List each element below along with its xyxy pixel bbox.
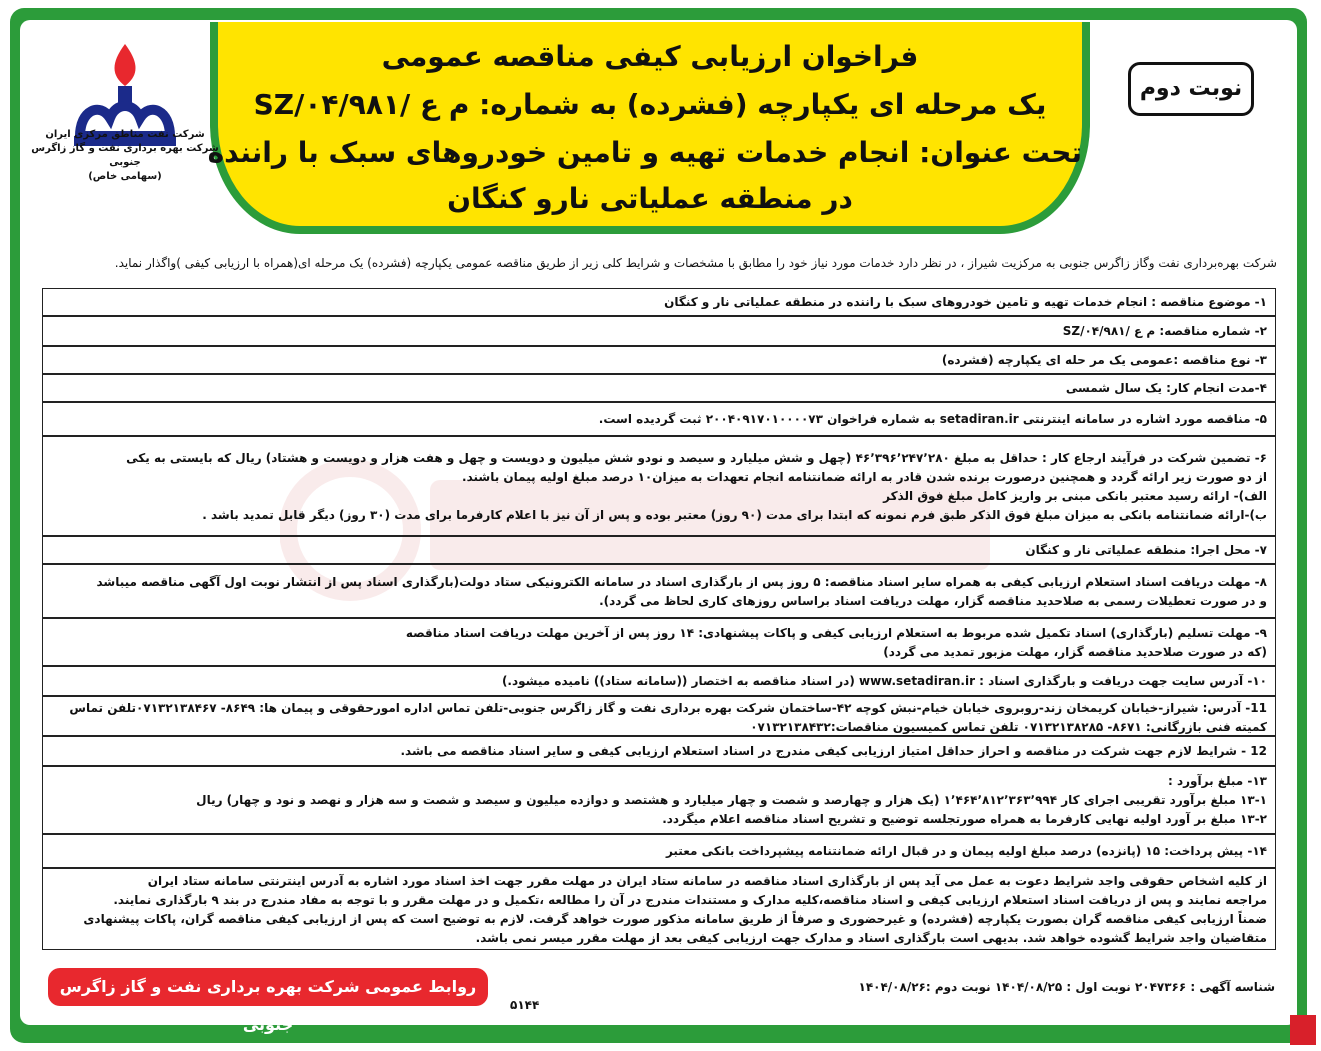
tender-row-line: ۴-مدت انجام کار: یک سال شمسی bbox=[1065, 381, 1267, 395]
tender-row-8 bbox=[42, 564, 1276, 618]
tender-row-line: ب)-ارائه ضمانتنامه بانکی به میزان مبلغ فوق الذکر طبق فرم نمونه که ابتدا برای مدت (۹۰ روز) معتبر بوده و پس از آن نیز با اعلام کارفرما برای مدت (۳۰ روز) دیگر قابل تمدید باشد . bbox=[202, 508, 1267, 522]
tender-row-line: ۸- مهلت دریافت اسناد استعلام ارزیابی کیفی به همراه سایر اسناد مناقصه: ۵ روز پس از بارگذاری اسناد در سامانه الکترونیکی ستاد دولت(بارگذاری اسناد پس از انتشار نوبت اول آگهی مناقصه میباشد bbox=[96, 575, 1267, 589]
intro-text: شرکت بهره‌برداری نفت وگاز زاگرس جنوبی به مرکزیت شیراز ، در نظر دارد خدمات مورد نیاز خود را مطابق با مشخصات و شرایط کلی زیر از طریق مناقصه عمومی یکپارچه (فشرده) یک مرحله ای(همراه با ارزیابی کیفی )واگذار نماید. bbox=[114, 256, 1277, 270]
title-banner bbox=[207, 22, 1090, 234]
tender-row-line: الف)- ارائه رسید معتبر بانکی مبنی بر واریز کامل مبلغ فوق الذکر bbox=[883, 489, 1267, 503]
tender-row-line: ۱- موضوع مناقصه : انجام خدمات تهیه و تامین خودروهای سبک با راننده در منطقه عملیاتی نار و کنگان bbox=[664, 295, 1267, 309]
tender-row-line: ۱۴- پیش پرداخت: ۱۵ (پانزده) درصد مبلغ اولیه پیمان و در قبال ارائه ضمانتنامه پیشپرداخت بانکی معتبر bbox=[665, 844, 1267, 858]
tender-row-line: متقاضیان واجد شرایط گشوده خواهد شد. بدیهی است بارگذاری اسناد و مدارک جهت ارزیابی کیفی بعد از مهلت مقرر میسر نمی باشد. bbox=[475, 931, 1267, 945]
tender-row-15 bbox=[42, 868, 1276, 950]
tender-row-line: ضمناً ارزیابی کیفی مناقصه گران بصورت یکپارچه (فشرده) و غیرحضوری و صرفاً از طریق سامانه مذکور صورت خواهد گرفت. لازم به توضیح است که پس از ارزیابی کیفی مناقصه گران، پاکات پیشنهادی bbox=[83, 912, 1267, 926]
tender-row-line: از کلیه اشخاص حقوقی واجد شرایط دعوت به عمل می آید پس از بارگذاری اسناد مناقصه در سامانه ستاد ایران در مهلت مقرر جهت اخذ اسناد مورد اشاره به آدرس اینترنتی سامانه ستاد ایران bbox=[147, 874, 1267, 888]
tender-row-7 bbox=[42, 536, 1276, 564]
tender-row-line: ۶- تضمین شرکت در فرآیند ارجاع کار : حداقل به مبلغ ۴۶٬۳۹۶٬۲۴۷٬۲۸۰ (چهل و شش میلیارد و سیصد و نودو شش میلیون و دویست و چهل و هفت هزار و دویست و هشتاد) ریال که بایستی به یکی bbox=[126, 451, 1267, 465]
tender-row-3 bbox=[42, 346, 1276, 374]
tender-row-line: 11- آدرس: شیراز-خیابان کریمخان زند-روبروی خیابان خیام-نبش کوچه ۴۲-ساختمان شرکت بهره برداری نفت و گاز زاگرس جنوبی-تلفن تماس اداره امورحقوقی و پیمان ها: ۸۶۴۹- ۰۷۱۳۲۱۳۸۴۶۷تلفن تماس bbox=[69, 701, 1267, 715]
title-line-2: یک مرحله ای یکپارچه (فشرده) به شماره: م ع /۰۴/۹۸۱/SZ bbox=[253, 88, 1047, 121]
tender-row-line: مراجعه نمایند و پس از دریافت اسناد استعلام ارزیابی کیفی و اسناد مناقصه،کلیه مدارک و مستندات مندرج در آن را مطالعه ،تکمیل و در مهلت مقرر و با توجه به مفاد مندرج در بند ۹ بارگذاری نمایند. bbox=[113, 893, 1267, 907]
tender-row-line: ۱۰- آدرس سایت جهت دریافت و بارگذاری اسناد : www.setadiran.ir (در اسناد مناقصه به اختصار ((سامانه ستاد)) نامیده میشود.) bbox=[501, 674, 1267, 688]
title-line-4: در منطقه عملیاتی نارو کنگان bbox=[447, 182, 853, 215]
tender-row-line: ۱۳- مبلغ برآورد : bbox=[1167, 774, 1267, 788]
public-relations-bar: روابط عمومی شرکت بهره برداری نفت و گاز زاگرس جنوبی bbox=[48, 968, 488, 1006]
tender-row-6 bbox=[42, 436, 1276, 536]
tender-row-line: کمیته فنی بازرگانی: ۸۶۷۱- ۰۷۱۳۲۱۳۸۲۸۵ تلفن تماس کمیسیون مناقصات:۰۷۱۳۲۱۳۸۴۳۲ bbox=[750, 720, 1267, 734]
tender-row-line: ۹- مهلت تسلیم (بارگذاری) اسناد تکمیل شده مربوط به استعلام ارزیابی کیفی و پاکات پیشنهادی: ۱۴ روز پس از آخرین مهلت دریافت اسناد مناقصه bbox=[405, 626, 1267, 640]
tender-row-line: (که در صورت صلاحدید مناقصه گزار، مهلت مزبور تمدید می گردد) bbox=[883, 645, 1267, 659]
tender-row-line: ۳- نوع مناقصه :عمومی یک مر حله ای یکپارچه (فشرده) bbox=[941, 353, 1267, 367]
logo-caption-line-2: شرکت بهره برداری نفت و گاز زاگرس جنوبی bbox=[31, 143, 219, 168]
tender-row-2 bbox=[42, 316, 1276, 346]
round-badge: نوبت دوم bbox=[1128, 62, 1254, 116]
tender-row-4 bbox=[42, 374, 1276, 402]
tender-row-12 bbox=[42, 736, 1276, 766]
tender-row-5 bbox=[42, 402, 1276, 436]
tender-row-1 bbox=[42, 288, 1276, 316]
tender-row-line: 12 - شرایط لازم جهت شرکت در مناقصه و احراز حداقل امتیاز ارزیابی کیفی مندرج در اسناد استعلام ارزیابی کیفی و سایر اسناد مناقصه می باشد. bbox=[400, 744, 1267, 758]
logo-caption-line-3: (سهامی خاص) bbox=[88, 171, 162, 182]
tender-row-10 bbox=[42, 666, 1276, 696]
tender-row-line: ۷- محل اجرا: منطقه عملیاتی نار و کنگان bbox=[1025, 543, 1267, 557]
tender-row-line: ۵- مناقصه مورد اشاره در سامانه اینترنتی setadiran.ir به شماره فراخوان ۲۰۰۴۰۹۱۷۰۱۰۰۰۰۷۳ ثبت گردیده است. bbox=[598, 412, 1267, 426]
tender-row-line: و در صورت تعطیلات رسمی به صلاحدید مناقصه گزار، مهلت دریافت اسناد براساس روزهای کاری لحاظ می گردد). bbox=[599, 594, 1267, 608]
tender-row-11 bbox=[42, 696, 1276, 736]
tender-row-line: از دو صورت زیر ارائه گردد و همچنین درصورت برنده شدن قادر به ارائه ضمانتنامه انجام تعهدات به میزان۱۰ درصد مبلغ اولیه پیمان باشند. bbox=[462, 470, 1267, 484]
logo-caption bbox=[30, 128, 220, 184]
tender-row-line: ۱۳-۱ مبلغ برآورد تقریبی اجرای کار ۱٬۴۶۴٬۸۱۲٬۳۶۳٬۹۹۴ (یک هزار و چهارصد و شصت و چهار میلیارد و هشتصد و دوازده میلیون و سیصد و شصت و سه هزار و نهصد و نود و چهار) ریال bbox=[196, 793, 1267, 807]
corner-mark bbox=[1290, 1015, 1316, 1045]
title-line-1: فراخوان ارزیابی کیفی مناقصه عمومی bbox=[381, 40, 919, 73]
ad-code: ۵۱۴۴ bbox=[510, 998, 540, 1012]
tender-row-14 bbox=[42, 834, 1276, 868]
logo-caption-line-1: شرکت نفت مناطق مرکزی ایران bbox=[45, 129, 205, 140]
tender-row-13 bbox=[42, 766, 1276, 834]
title-line-3: تحت عنوان: انجام خدمات تهیه و تامین خودروهای سبک با راننده bbox=[207, 136, 1082, 169]
tender-row-line: ۱۳-۲ مبلغ بر آورد اولیه نهایی کارفرما به همراه صورتجلسه توضیح و تشریح اسناد مناقصه اعلام میگردد. bbox=[662, 812, 1267, 826]
ad-info: شناسه آگهی : ۲۰۴۷۳۶۶ نوبت اول : ۱۴۰۴/۰۸/۲۵ نوبت دوم :۱۴۰۴/۰۸/۲۶ bbox=[858, 980, 1275, 994]
tender-row-9 bbox=[42, 618, 1276, 666]
tender-row-line: ۲- شماره مناقصه: م ع /۰۴/۹۸۱/SZ bbox=[1062, 324, 1267, 338]
